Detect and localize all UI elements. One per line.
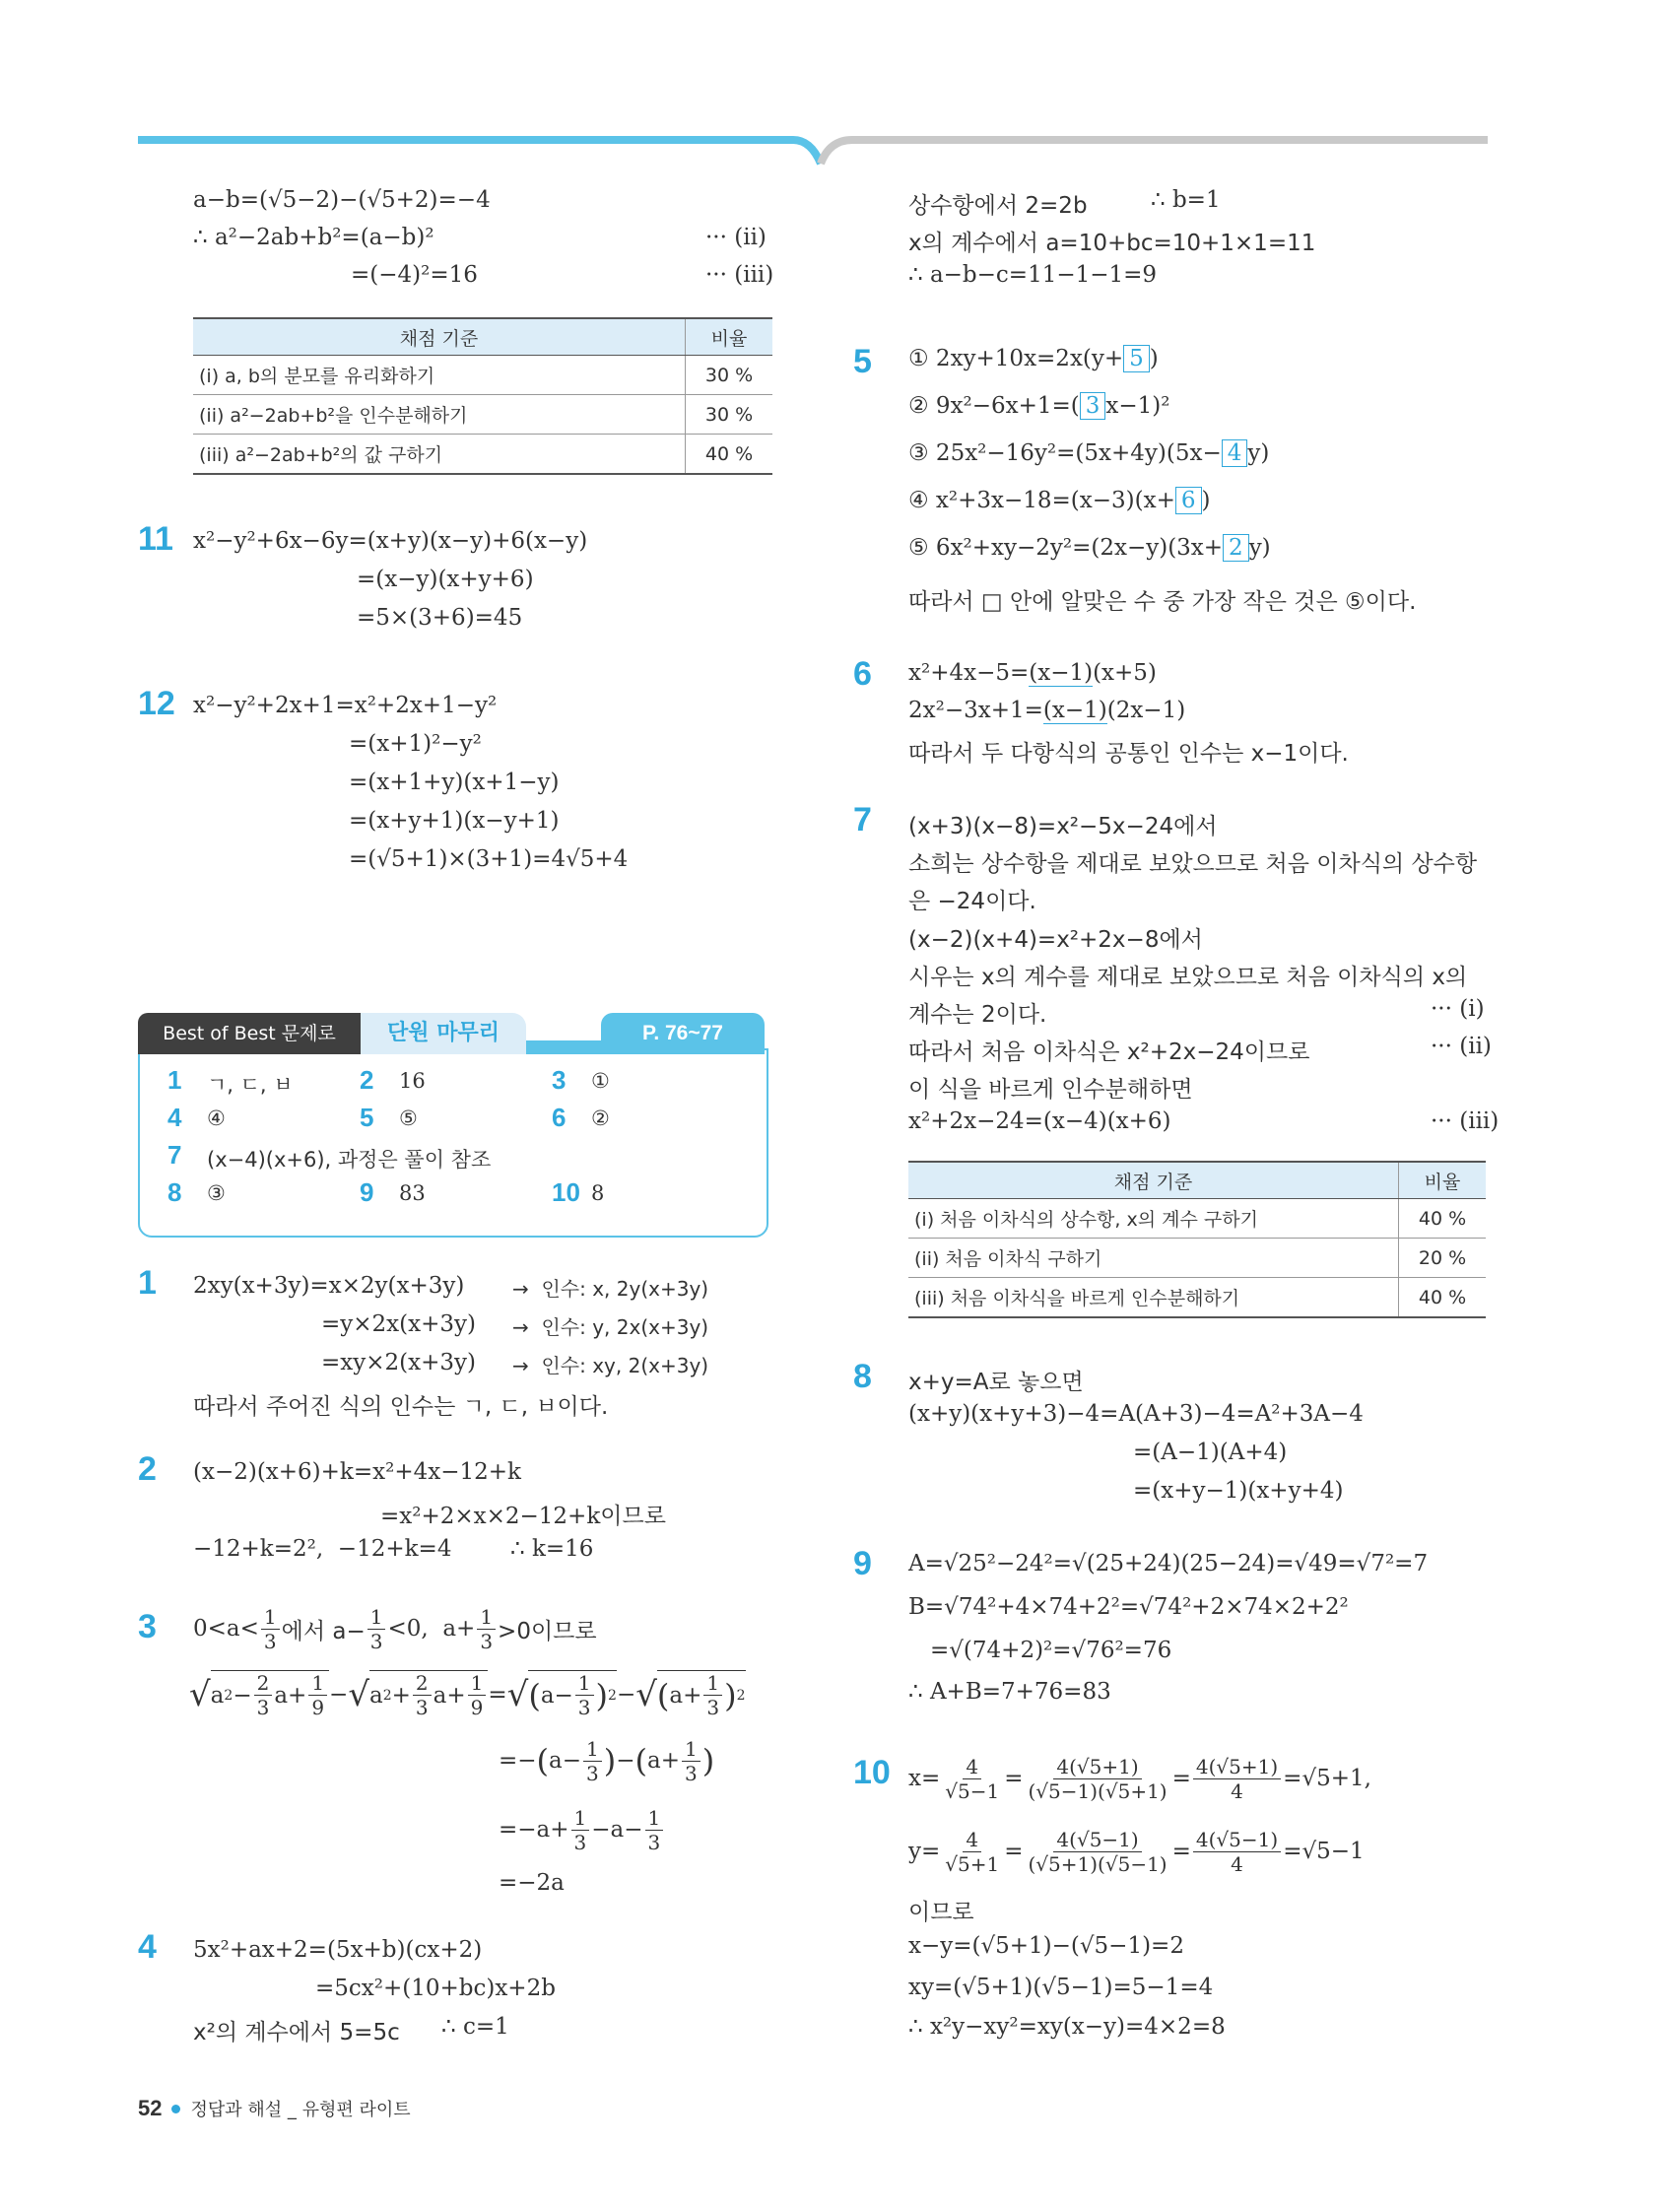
line: =(x+y−1)(x+y+4) [1133, 1478, 1344, 1504]
text: >0이므로 [498, 1618, 597, 1644]
marker: ··· (i) [1431, 996, 1485, 1022]
blank-box: 3 [1080, 392, 1106, 420]
common-factor: (x−1) [1029, 660, 1094, 686]
scoring-table-2 [908, 1161, 1486, 1318]
option: ④ x²+3x−18=(x−3)(x+ 6 ) [908, 488, 1211, 513]
line: ∴ A+B=7+76=83 [908, 1679, 1111, 1705]
blank-box: 2 [1223, 534, 1249, 562]
solution-10-rest [908, 1894, 1500, 2051]
answer-number: 4 [167, 1103, 182, 1132]
blank-box: 4 [1222, 439, 1248, 467]
line: =5cx²+(10+bc)x+2b [315, 1976, 556, 2001]
answer-grid [167, 1065, 759, 1227]
option: ⑤ 6x²+xy−2y²=(2x−y)(3x+ 2 y) [908, 535, 1271, 561]
line: x²의 계수에서 5=5c [193, 2020, 400, 2045]
problem-number: 11 [138, 520, 173, 558]
solution-7 [908, 808, 1500, 1143]
common-factor: (x−1) [1042, 698, 1107, 723]
answer-value: 83 [399, 1181, 426, 1205]
solution-6 [908, 660, 1500, 778]
text: <0, a+ [387, 1616, 476, 1642]
problem-number: 3 [138, 1608, 157, 1645]
blank-box: 5 [1123, 345, 1150, 372]
problem-number: 12 [138, 685, 175, 722]
line: ∴ k=16 [510, 1536, 594, 1562]
solution-9 [908, 1551, 1500, 1718]
answer-number: 10 [552, 1177, 580, 1207]
line: =(x+y+1)(x−y+1) [349, 808, 560, 834]
solution-1 [193, 1273, 784, 1431]
problem-number: 9 [853, 1545, 872, 1582]
answer-value: 8 [591, 1181, 605, 1205]
text: 에서 a− [281, 1618, 366, 1644]
table-row [908, 1278, 1486, 1318]
factor-note: → 인수: x, 2y(x+3y) [512, 1277, 709, 1301]
page-footer [138, 2093, 729, 2124]
problem-number: 5 [853, 343, 872, 380]
line: B=√74²+4×74+2²=√74²+2×74×2+2² [908, 1594, 1349, 1620]
table-cell: (iii) 처음 이차식을 바르게 인수분해하기 [908, 1278, 1399, 1318]
answer-value: ⑤ [399, 1106, 418, 1130]
answer-number: 7 [167, 1140, 182, 1170]
line: xy=(√5+1)(√5−1)=5−1=4 [908, 1975, 1214, 2000]
line: ∴ a−b−c=11−1−1=9 [908, 262, 1158, 288]
line: 은 −24이다. [908, 889, 1036, 914]
line: 2xy(x+3y)=x×2y(x+3y) [193, 1273, 465, 1299]
line: =(x+1)²−y² [349, 731, 482, 757]
answer-number: 5 [360, 1103, 374, 1132]
answer-value: ③ [207, 1181, 226, 1205]
line: x의 계수에서 a=10+bc=10+1×1=11 [908, 231, 1316, 256]
table-cell: 40 % [1399, 1199, 1487, 1239]
table-cell: 40 % [1399, 1278, 1487, 1318]
table-header: 채점 기준 [193, 318, 686, 356]
line: =y×2x(x+3y) [321, 1311, 476, 1337]
line: ∴ a²−2ab+b²=(a−b)² [193, 225, 434, 250]
line: ∴ b=1 [1151, 187, 1221, 213]
line: x²+4x−5=(x−1)(x+5) [908, 660, 1157, 686]
solution-4 [193, 1937, 784, 2055]
answer-value: ㄱ, ㄷ, ㅂ [207, 1073, 294, 1097]
problem-number: 2 [138, 1450, 157, 1488]
line: a−b=(√5−2)−(√5+2)=−4 [193, 187, 491, 213]
line: x²+2x−24=(x−4)(x+6) [908, 1108, 1171, 1134]
line: A=√25²−24²=√(25+24)(25−24)=√49=√7²=7 [908, 1551, 1429, 1576]
table-cell: 30 % [686, 356, 773, 395]
line: x²−y²+2x+1=x²+2x+1−y² [193, 693, 498, 718]
problem-number: 7 [853, 801, 872, 838]
marker: ··· (ii) [1431, 1034, 1492, 1059]
line: −12+k=2², −12+k=4 [193, 1536, 452, 1562]
table-cell: (ii) a²−2ab+b²을 인수분해하기 [193, 395, 686, 435]
table-row [193, 395, 772, 435]
line: =(√5+1)×(3+1)=4√5+4 [349, 846, 629, 872]
solution-2 [193, 1459, 784, 1577]
line: x−y=(√5+1)−(√5−1)=2 [908, 1933, 1184, 1959]
table-cell: (i) a, b의 분모를 유리화하기 [193, 356, 686, 395]
line: (x+y)(x+y+3)−4=A(A+3)−4=A²+3A−4 [908, 1401, 1364, 1427]
line: =(A−1)(A+4) [1133, 1440, 1288, 1465]
factor-note: → 인수: y, 2x(x+3y) [512, 1315, 709, 1339]
table-header: 비율 [686, 318, 773, 356]
line: 소희는 상수항을 제대로 보았으므로 처음 이차식의 상수항 [908, 851, 1478, 877]
line: =√(74+2)²=√76²=76 [930, 1638, 1172, 1663]
solution-10-x: x= $\frac{4}{√5-1}$ = $\frac{4(√5+1)}{(√5-1)(√5+1)}$ = $\frac{4(√5+1)}{4}$ =√5+1, [908, 1754, 1371, 1803]
line: =5×(3+6)=45 [357, 605, 523, 631]
table-cell: 40 % [686, 435, 773, 475]
answer-number: 6 [552, 1103, 567, 1132]
line: (x+3)(x−8)=x²−5x−24에서 [908, 814, 1218, 839]
factor-note: → 인수: xy, 2(x+3y) [512, 1354, 709, 1377]
problem-number: 10 [853, 1754, 891, 1791]
problem-number: 4 [138, 1928, 157, 1966]
banner-title: 단원 마무리 [361, 1013, 526, 1054]
line: (x−2)(x+6)+k=x²+4x−12+k [193, 1459, 521, 1485]
bullet-icon [171, 2105, 180, 2113]
line: 따라서 처음 이차식은 x²+2x−24이므로 [908, 1039, 1310, 1065]
table-header: 채점 기준 [908, 1162, 1399, 1199]
table-cell: (iii) a²−2ab+b²의 값 구하기 [193, 435, 686, 475]
header-bar [0, 0, 1668, 168]
option: ③ 25x²−16y²=(5x+4y)(5x− 4 y) [908, 440, 1270, 466]
line: ∴ c=1 [441, 2014, 509, 2040]
problem-number: 8 [853, 1358, 872, 1395]
fraction: $\frac{1}{3}$ [261, 1605, 280, 1653]
solution-10-y: y= $\frac{4}{√5+1}$ = $\frac{4(√5-1)}{(√5+1)(√5-1)}$ = $\frac{4(√5-1)}{4}$ =√5−1 [908, 1827, 1365, 1876]
line: x²−y²+6x−6y=(x+y)(x−y)+6(x−y) [193, 528, 588, 554]
fraction: $\frac{1}{3}$ [367, 1605, 386, 1653]
solution-11 [193, 528, 784, 637]
line: =xy×2(x+3y) [321, 1350, 476, 1375]
table-row [193, 435, 772, 475]
solution-3-line3: =− ( a− $\frac{1}{3}$ ) − ( a+ $\frac{1}{3}$ ) [499, 1736, 715, 1785]
problem-number: 6 [853, 655, 872, 693]
line: 시우는 x의 계수를 제대로 보았으므로 처음 이차식의 x의 [908, 965, 1468, 990]
table-cell: (ii) 처음 이차식 구하기 [908, 1239, 1399, 1278]
line: ∴ x²y−xy²=xy(x−y)=4×2=8 [908, 2014, 1226, 2040]
table-row [908, 1239, 1486, 1278]
text: 0<a< [193, 1616, 259, 1642]
table-row [193, 356, 772, 395]
answer-number: 8 [167, 1177, 182, 1207]
table-cell: (i) 처음 이차식의 상수항, x의 계수 구하기 [908, 1199, 1399, 1239]
line: =(−4)²=16 [351, 262, 478, 288]
line: 계수는 2이다. [908, 1002, 1047, 1028]
solution-10-cont [193, 187, 784, 296]
answer-value: ④ [207, 1106, 226, 1130]
blank-box: 6 [1175, 487, 1202, 514]
line: x+y=A로 놓으면 [908, 1370, 1084, 1395]
table-cell: 30 % [686, 395, 773, 435]
line: 따라서 두 다항식의 공통인 인수는 x−1이다. [908, 741, 1349, 767]
line: =(x+1+y)(x+1−y) [349, 770, 560, 795]
answer-value: ② [591, 1106, 610, 1130]
scoring-table-1 [193, 317, 772, 475]
banner-page: P. 76~77 [601, 1013, 765, 1054]
line: =x²+2×x×2−12+k이므로 [380, 1504, 666, 1529]
line: 2x²−3x+1=(x−1)(2x−1) [908, 698, 1186, 723]
solution-8 [908, 1364, 1500, 1521]
solution-5 [908, 345, 1500, 615]
marker: ··· (iii) [1431, 1108, 1500, 1134]
answer-number: 3 [552, 1065, 567, 1095]
solution-3-line2: √ a 2 − $\frac{2}{3}$ a+ $\frac{1}{9}$ − √ a 2 + $\frac{2}{3}$ a+ $\frac{1}{9}$ = √ ( a− $\frac{1}{3}$ ) 2 − √ ( a+ $\frac{1}{3}$ ) 2 [189, 1671, 746, 1719]
solution-3-line1 [193, 1604, 784, 1653]
solution-12 [193, 693, 784, 880]
answer-value: (x−4)(x+6), 과정은 풀이 참조 [207, 1148, 492, 1172]
banner-left: Best of Best 문제로 [138, 1013, 361, 1054]
solution-3-line4: =−a+ $\frac{1}{3}$ −a− $\frac{1}{3}$ [499, 1805, 784, 1854]
line: 이 식을 바르게 인수분해하면 [908, 1077, 1193, 1103]
solution-3-line5: =−2a [499, 1870, 565, 1896]
line: 따라서 주어진 식의 인수는 ㄱ, ㄷ, ㅂ이다. [193, 1394, 609, 1420]
line: (x−2)(x+4)=x²+2x−8에서 [908, 927, 1203, 953]
conclusion: 따라서 □ 안에 알맞은 수 중 가장 작은 것은 ⑤이다. [908, 589, 1417, 615]
table-row [908, 1199, 1486, 1239]
footer-title: 정답과 해설 _ 유형편 라이트 [190, 2100, 411, 2120]
line: 상수항에서 2=2b [908, 193, 1088, 219]
marker: ··· (ii) [705, 225, 767, 250]
table-cell: 20 % [1399, 1239, 1487, 1278]
answer-number: 9 [360, 1177, 374, 1207]
line: =(x−y)(x+y+6) [357, 567, 534, 592]
table-header: 비율 [1399, 1162, 1487, 1199]
page-number: 52 [138, 2096, 163, 2120]
line: 이므로 [908, 1900, 974, 1925]
solution-4-cont [908, 187, 1500, 296]
option: ① 2xy+10x=2x(y+ 5 ) [908, 346, 1159, 371]
option: ② 9x²−6x+1=( 3 x−1)² [908, 393, 1170, 419]
marker: ··· (iii) [705, 262, 774, 288]
answer-number: 1 [167, 1065, 182, 1095]
line: 5x²+ax+2=(5x+b)(cx+2) [193, 1937, 483, 1963]
answer-value: ① [591, 1069, 610, 1093]
answer-number: 2 [360, 1065, 374, 1095]
answer-value: 16 [399, 1069, 426, 1093]
fraction: $\frac{1}{3}$ [477, 1605, 496, 1653]
problem-number: 1 [138, 1264, 157, 1302]
